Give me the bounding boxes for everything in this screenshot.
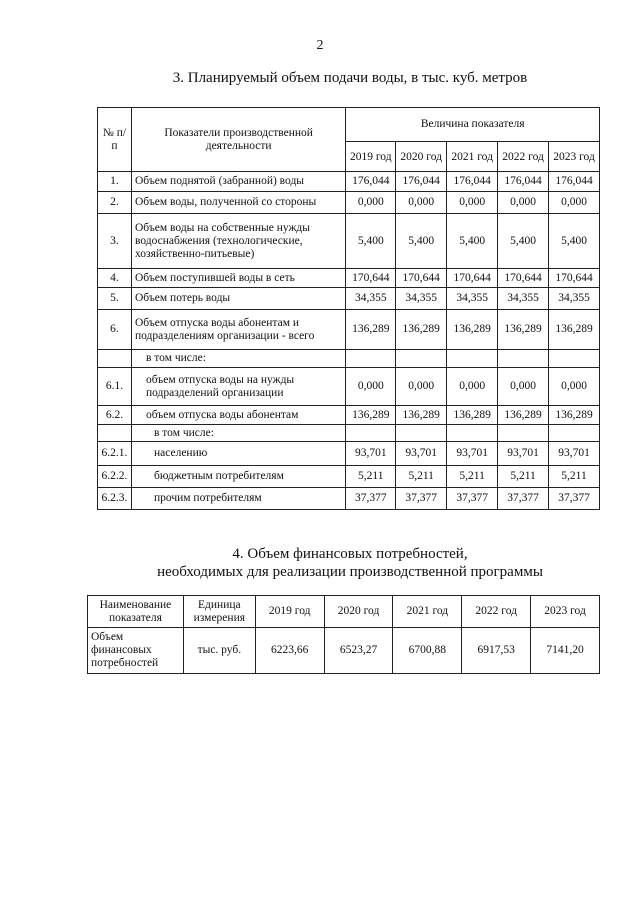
table-row bbox=[98, 214, 600, 269]
row-name: Объем воды, полученной со стороны bbox=[131, 192, 345, 214]
financial-needs-table bbox=[87, 595, 600, 674]
row-value bbox=[346, 350, 396, 368]
row-name: в том числе: bbox=[131, 350, 345, 368]
row-value: 0,000 bbox=[549, 368, 600, 406]
row-value: 136,289 bbox=[447, 406, 498, 425]
header-value: Величина показателя bbox=[346, 108, 600, 142]
row-value: 136,289 bbox=[447, 310, 498, 350]
row-value: 0,000 bbox=[396, 368, 447, 406]
row-num: 6.1. bbox=[98, 368, 132, 406]
row-value: 136,289 bbox=[396, 310, 447, 350]
table-row bbox=[98, 425, 600, 442]
row-value: 170,644 bbox=[346, 269, 396, 288]
row-value: 6700,88 bbox=[393, 628, 462, 674]
table-row bbox=[98, 368, 600, 406]
row-value: 5,400 bbox=[396, 214, 447, 269]
table-row bbox=[98, 442, 600, 466]
row-value: 5,400 bbox=[447, 214, 498, 269]
row-value: 34,355 bbox=[549, 288, 600, 310]
row-value: 93,701 bbox=[447, 442, 498, 466]
row-name: Объем воды на собственные нужды водоснабжения (технологические, хозяйственно-питьевые) bbox=[131, 214, 345, 269]
row-value: 176,044 bbox=[447, 172, 498, 192]
row-num: 1. bbox=[98, 172, 132, 192]
row-value: 37,377 bbox=[549, 488, 600, 510]
row-name: объем отпуска воды абонентам bbox=[131, 406, 345, 425]
row-value: 5,211 bbox=[447, 466, 498, 488]
header-year: 2019 год bbox=[346, 142, 396, 172]
row-unit: тыс. руб. bbox=[183, 628, 255, 674]
row-value bbox=[498, 425, 549, 442]
header-year: 2023 год bbox=[531, 596, 600, 628]
row-value: 170,644 bbox=[498, 269, 549, 288]
row-name: Объем поступившей воды в сеть bbox=[131, 269, 345, 288]
table-row bbox=[98, 466, 600, 488]
header-year: 2020 год bbox=[324, 596, 393, 628]
row-num: 6.2. bbox=[98, 406, 132, 425]
section-4-title-line-2: необходимых для реализации производственной программы bbox=[157, 564, 543, 580]
row-value bbox=[549, 425, 600, 442]
row-value: 37,377 bbox=[498, 488, 549, 510]
row-value: 37,377 bbox=[396, 488, 447, 510]
row-name: объем отпуска воды на нужды подразделений организации bbox=[131, 368, 345, 406]
row-value: 5,211 bbox=[498, 466, 549, 488]
row-value: 136,289 bbox=[498, 310, 549, 350]
row-value: 34,355 bbox=[447, 288, 498, 310]
row-name: населению bbox=[131, 442, 345, 466]
row-value: 136,289 bbox=[396, 406, 447, 425]
header-year: 2021 год bbox=[447, 142, 498, 172]
row-value: 34,355 bbox=[498, 288, 549, 310]
row-value: 176,044 bbox=[549, 172, 600, 192]
row-name: Объем потерь воды bbox=[131, 288, 345, 310]
row-value bbox=[549, 350, 600, 368]
row-value: 0,000 bbox=[498, 192, 549, 214]
table-row bbox=[88, 628, 600, 674]
header-year: 2023 год bbox=[549, 142, 600, 172]
row-num: 4. bbox=[98, 269, 132, 288]
table-row bbox=[98, 310, 600, 350]
header-num: № п/п bbox=[98, 108, 132, 172]
page-number: 2 bbox=[316, 38, 324, 53]
table-row bbox=[98, 406, 600, 425]
row-value: 176,044 bbox=[346, 172, 396, 192]
row-value: 136,289 bbox=[498, 406, 549, 425]
row-value: 6223,66 bbox=[255, 628, 324, 674]
row-name: бюджетным потребителям bbox=[131, 466, 345, 488]
row-value: 7141,20 bbox=[531, 628, 600, 674]
water-supply-table bbox=[97, 107, 600, 510]
row-value: 0,000 bbox=[346, 368, 396, 406]
row-value: 0,000 bbox=[498, 368, 549, 406]
table-row bbox=[98, 172, 600, 192]
row-value: 0,000 bbox=[396, 192, 447, 214]
header-year: 2022 год bbox=[462, 596, 531, 628]
header-name: Наименование показателя bbox=[88, 596, 184, 628]
row-value: 0,000 bbox=[346, 192, 396, 214]
row-value: 136,289 bbox=[346, 310, 396, 350]
row-name: Объем финансовых потребностей bbox=[88, 628, 184, 674]
row-num bbox=[98, 350, 132, 368]
row-value: 5,211 bbox=[549, 466, 600, 488]
row-value: 170,644 bbox=[447, 269, 498, 288]
row-name: в том числе: bbox=[131, 425, 345, 442]
row-num bbox=[98, 425, 132, 442]
row-value: 0,000 bbox=[447, 368, 498, 406]
row-value: 93,701 bbox=[549, 442, 600, 466]
header-year: 2019 год bbox=[255, 596, 324, 628]
row-value: 5,400 bbox=[346, 214, 396, 269]
row-value: 37,377 bbox=[447, 488, 498, 510]
row-name: Объем поднятой (забранной) воды bbox=[131, 172, 345, 192]
row-value: 93,701 bbox=[498, 442, 549, 466]
table-row bbox=[98, 288, 600, 310]
row-value: 34,355 bbox=[396, 288, 447, 310]
row-value: 6523,27 bbox=[324, 628, 393, 674]
table-row bbox=[98, 269, 600, 288]
row-value: 136,289 bbox=[346, 406, 396, 425]
row-value: 93,701 bbox=[346, 442, 396, 466]
header-year: 2021 год bbox=[393, 596, 462, 628]
row-value: 136,289 bbox=[549, 310, 600, 350]
row-value: 0,000 bbox=[447, 192, 498, 214]
row-num: 5. bbox=[98, 288, 132, 310]
header-year: 2022 год bbox=[498, 142, 549, 172]
row-value: 170,644 bbox=[549, 269, 600, 288]
row-value bbox=[447, 350, 498, 368]
table-row bbox=[98, 488, 600, 510]
row-value: 93,701 bbox=[396, 442, 447, 466]
row-value bbox=[396, 425, 447, 442]
row-value: 6917,53 bbox=[462, 628, 531, 674]
table-row bbox=[98, 192, 600, 214]
row-value bbox=[498, 350, 549, 368]
row-value: 5,211 bbox=[346, 466, 396, 488]
header-indicators: Показатели производственной деятельности bbox=[131, 108, 345, 172]
row-value: 37,377 bbox=[346, 488, 396, 510]
section-3-title: 3. Планируемый объем подачи воды, в тыс. куб. метров bbox=[172, 70, 528, 86]
section-4-title bbox=[0, 545, 640, 581]
row-value bbox=[346, 425, 396, 442]
header-year: 2020 год bbox=[396, 142, 447, 172]
row-value: 5,400 bbox=[498, 214, 549, 269]
row-value: 5,400 bbox=[549, 214, 600, 269]
header-unit: Единица измерения bbox=[183, 596, 255, 628]
row-value: 170,644 bbox=[396, 269, 447, 288]
row-num: 3. bbox=[98, 214, 132, 269]
row-num: 6.2.1. bbox=[98, 442, 132, 466]
row-value bbox=[447, 425, 498, 442]
row-num: 6. bbox=[98, 310, 132, 350]
section-4-title-line-1: 4. Объем финансовых потребностей, bbox=[232, 546, 468, 562]
row-value: 34,355 bbox=[346, 288, 396, 310]
row-name: прочим потребителям bbox=[131, 488, 345, 510]
row-name: Объем отпуска воды абонентам и подразделениям организации - всего bbox=[131, 310, 345, 350]
row-value: 0,000 bbox=[549, 192, 600, 214]
row-num: 6.2.3. bbox=[98, 488, 132, 510]
row-value bbox=[396, 350, 447, 368]
row-value: 176,044 bbox=[498, 172, 549, 192]
row-value: 136,289 bbox=[549, 406, 600, 425]
row-value: 5,211 bbox=[396, 466, 447, 488]
row-num: 2. bbox=[98, 192, 132, 214]
row-num: 6.2.2. bbox=[98, 466, 132, 488]
table-row bbox=[98, 350, 600, 368]
row-value: 176,044 bbox=[396, 172, 447, 192]
